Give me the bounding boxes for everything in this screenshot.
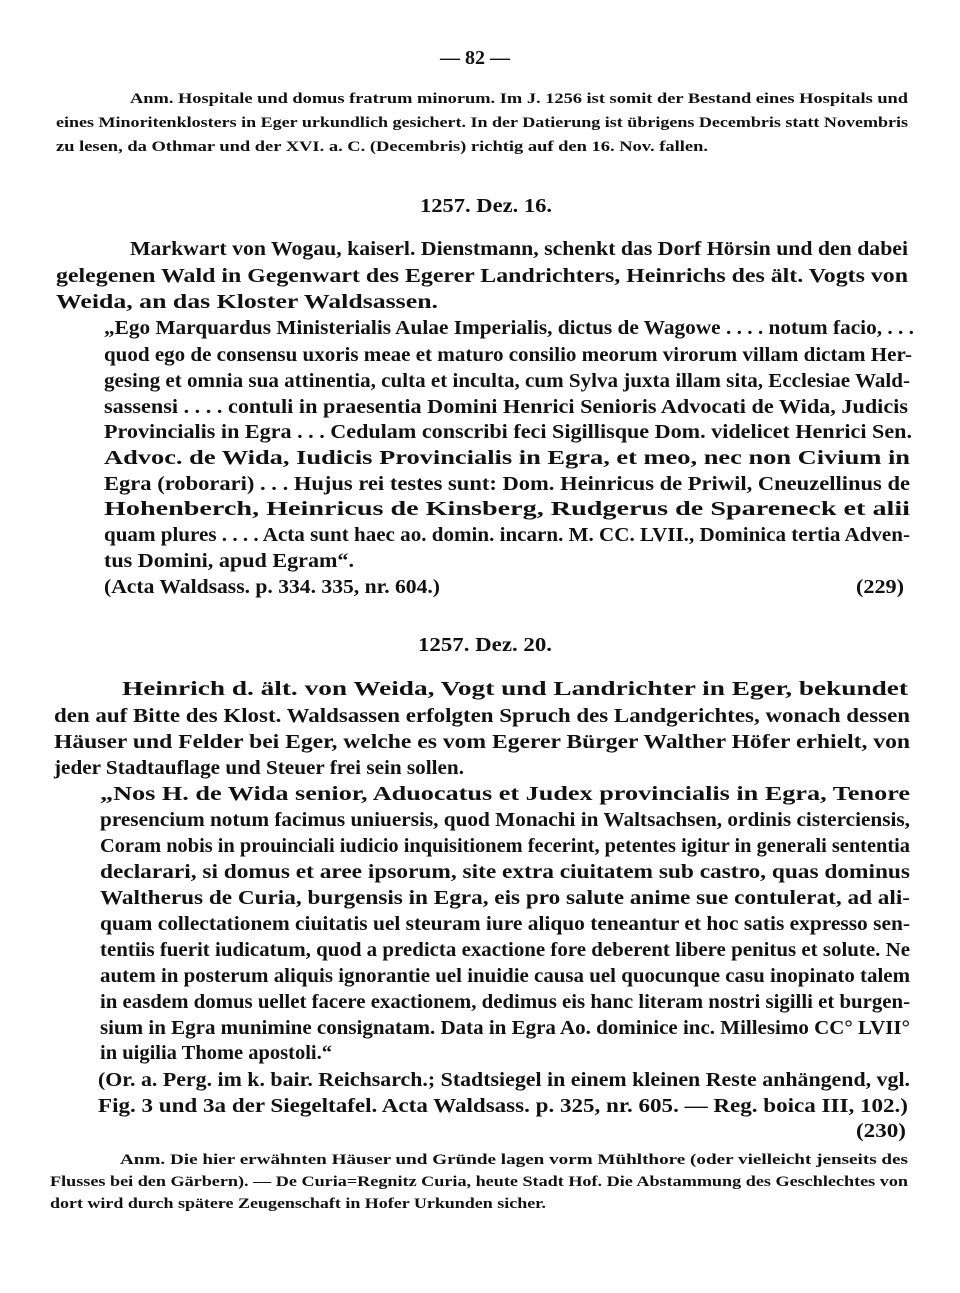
quote-line: tus Domini, apud Egram“. xyxy=(104,550,354,572)
page-number: — 82 — xyxy=(440,47,510,69)
quote-line: Hohenberch, Heinricus de Kinsberg, Rudgerus de Spareneck et alii xyxy=(104,498,910,520)
note-line: dort wird durch spätere Zeugenschaft in Hofer Urkunden sicher. xyxy=(50,1196,546,1212)
quote-line: in easdem domus uellet facere exactionem, dedimus eis hanc literam nostri sigilli et burgen- xyxy=(100,991,910,1013)
quote-line: Provincialis in Egra . . . Cedulam conscribi feci Sigillisque Dom. videlicet Henrici Sen. xyxy=(104,421,912,443)
regest-line: jeder Stadtauflage und Steuer frei sein sollen. xyxy=(54,757,464,779)
quote-line: Waltherus de Curia, burgensis in Egra, eis pro salute anime sue contulerat, ad ali- xyxy=(100,887,910,909)
charter-number: (230) xyxy=(856,1120,906,1142)
note-line: Flusses bei den Gärbern). — De Curia=Regnitz Curia, heute Stadt Hof. Die Abstammung des Geschlechtes von xyxy=(50,1174,908,1190)
charter-number: (229) xyxy=(856,576,904,598)
quote-line: quam collectationem ciuitatis uel steuram iure aliquo teneantur et hoc satis expresso sen- xyxy=(100,913,910,935)
source-citation: (Acta Waldsass. p. 334. 335, nr. 604.) xyxy=(104,576,440,598)
regest-line: den auf Bitte des Klost. Waldsassen erfolgten Spruch des Landgerichtes, wonach dessen xyxy=(54,705,910,727)
regest-line: Häuser und Felder bei Eger, welche es vom Egerer Bürger Walther Höfer erhielt, von xyxy=(54,731,911,753)
quote-line: Advoc. de Wida, Iudicis Provincialis in Egra, et meo, nec non Civium in xyxy=(104,447,910,469)
quote-line: declarari, si domus et aree ipsorum, site extra ciuitatem sub castro, quas dominus xyxy=(100,861,910,883)
quote-line: Egra (roborari) . . . Hujus rei testes sunt: Dom. Heinricus de Priwil, Cneuzellinus de xyxy=(104,473,910,495)
quote-line: quod ego de consensu uxoris meae et maturo consilio meorum virorum villam dictam Her- xyxy=(104,344,912,366)
regest-line: Markwart von Wogau, kaiserl. Dienstmann, schenkt das Dorf Hörsin und den dabei xyxy=(130,238,908,260)
note-line: Anm. Die hier erwähnten Häuser und Gründe lagen vorm Mühlthore (oder vielleicht jenseits des xyxy=(120,1152,908,1168)
note-line: Anm. Hospitale und domus fratrum minorum. Im J. 1256 ist somit der Bestand eines Hospitals und xyxy=(130,91,908,107)
quote-line: in uigilia Thome apostoli.“ xyxy=(100,1042,332,1064)
charter-date: 1257. Dez. 20. xyxy=(418,634,552,656)
regest-line: gelegenen Wald in Gegenwart des Egerer Landrichters, Heinrichs des ält. Vogts von xyxy=(56,265,908,287)
quote-line: gesing et omnia sua attinentia, culta et inculta, cum Sylva juxta illam sita, Ecclesiae Wald- xyxy=(104,370,910,392)
quote-line: sium in Egra munimine consignatam. Data in Egra Ao. dominice inc. Millesimo CC° LVII° xyxy=(100,1017,910,1039)
quote-line: „Ego Marquardus Ministerialis Aulae Imperialis, dictus de Wagowe . . . . notum facio, . . . xyxy=(104,317,914,339)
regest-line: Weida, an das Kloster Waldsassen. xyxy=(56,291,438,313)
quote-line: „Nos H. de Wida senior, Aduocatus et Judex provincialis in Egra, Tenore xyxy=(100,783,910,805)
quote-line: tentiis fuerit iudicatum, quod a predicta exactione fore deberent libere penitus et solute. Ne xyxy=(100,939,911,961)
quote-line: sassensi . . . . contuli in praesentia Domini Henrici Senioris Advocati de Wida, Judicis xyxy=(104,396,908,418)
charter-date: 1257. Dez. 16. xyxy=(420,195,552,217)
quote-line: quam plures . . . . Acta sunt haec ao. domin. incarn. M. CC. LVII., Dominica tertia Adven- xyxy=(104,524,910,546)
quote-line: autem in posterum aliquis ignorantie uel inuidie causa uel quocunque casu inopinato talem xyxy=(100,965,911,987)
quote-line: Coram nobis in prouinciali iudicio inquisitionem fecerint, petentes igitur in generali sententia xyxy=(100,835,910,857)
note-line: eines Minoritenklosters in Eger urkundlich gesichert. In der Datierung ist übrigens Decembris statt Novembris xyxy=(56,115,908,131)
regest-line: Heinrich d. ält. von Weida, Vogt und Landrichter in Eger, bekundet xyxy=(122,678,908,700)
source-citation: Fig. 3 und 3a der Siegeltafel. Acta Waldsass. p. 325, nr. 605. — Reg. boica III, 102.) xyxy=(98,1095,908,1117)
source-citation: (Or. a. Perg. im k. bair. Reichsarch.; Stadtsiegel in einem kleinen Reste anhängend, vgl. xyxy=(98,1069,910,1091)
note-line: zu lesen, da Othmar und der XVI. a. C. (Decembris) richtig auf den 16. Nov. fallen. xyxy=(56,139,708,155)
quote-line: presencium notum facimus uniuersis, quod Monachi in Waltsachsen, ordinis cisterciensis, xyxy=(100,809,910,831)
